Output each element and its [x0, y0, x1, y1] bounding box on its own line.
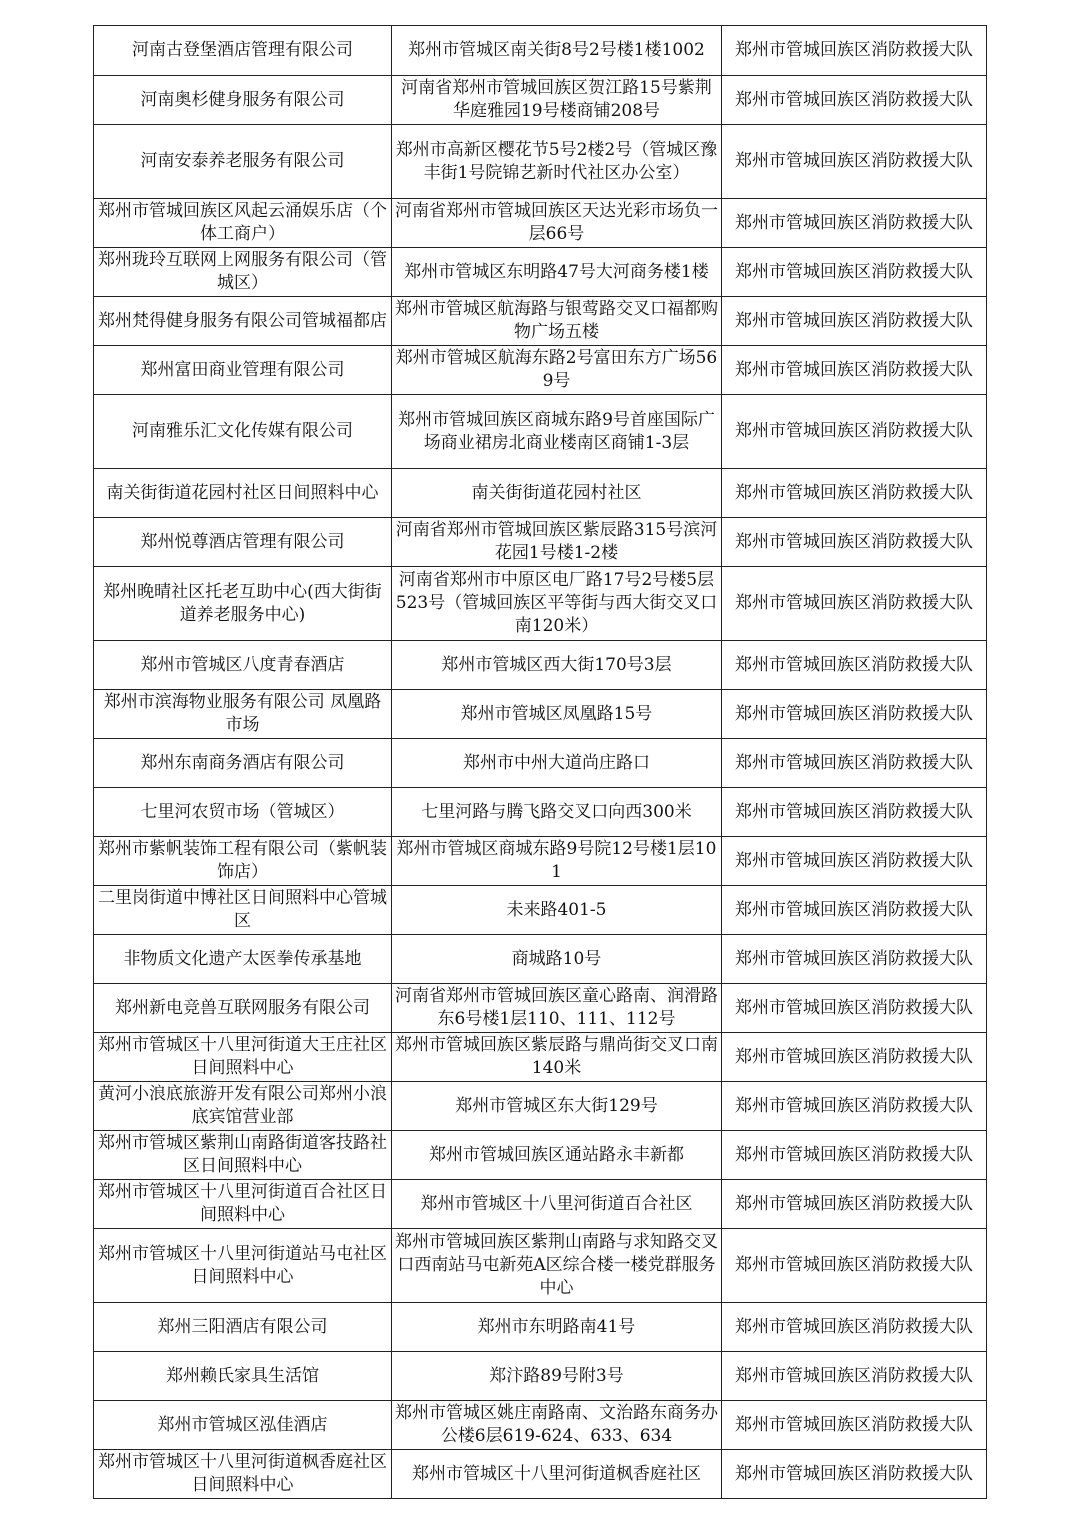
address-cell: 郑州市管城区十八里河街道枫香庭社区 — [392, 1450, 722, 1499]
table-row — [94, 346, 987, 395]
table-row — [94, 248, 987, 297]
unit-name-cell: 河南雅乐汇文化传媒有限公司 — [94, 395, 392, 469]
address-cell: 郑州市东明路南41号 — [392, 1303, 722, 1352]
address-cell: 河南省郑州市管城回族区天达光彩市场负一层66号 — [392, 199, 722, 248]
address-cell: 南关街街道花园村社区 — [392, 469, 722, 518]
authority-cell: 郑州市管城回族区消防救援大队 — [722, 248, 987, 297]
authority-cell: 郑州市管城回族区消防救援大队 — [722, 395, 987, 469]
table-row — [94, 1180, 987, 1229]
authority-cell: 郑州市管城回族区消防救援大队 — [722, 567, 987, 641]
unit-name-cell: 郑州市管城区八度青春酒店 — [94, 641, 392, 690]
table-row — [94, 1401, 987, 1450]
address-cell: 郑州市管城回族区紫荆山南路与求知路交叉口西南站马屯新苑A区综合楼一楼党群服务中心 — [392, 1229, 722, 1303]
authority-cell: 郑州市管城回族区消防救援大队 — [722, 76, 987, 125]
unit-name-cell: 河南安泰养老服务有限公司 — [94, 125, 392, 199]
address-cell: 郑州市管城回族区紫辰路与鼎尚街交叉口南140米 — [392, 1033, 722, 1082]
address-cell: 郑州市高新区樱花节5号2楼2号（管城区豫丰街1号院锦艺新时代社区办公室） — [392, 125, 722, 199]
authority-cell: 郑州市管城回族区消防救援大队 — [722, 1401, 987, 1450]
unit-name-cell: 郑州市管城区十八里河街道百合社区日间照料中心 — [94, 1180, 392, 1229]
address-cell: 郑汴路89号附3号 — [392, 1352, 722, 1401]
unit-name-cell: 郑州东南商务酒店有限公司 — [94, 739, 392, 788]
unit-name-cell: 郑州富田商业管理有限公司 — [94, 346, 392, 395]
address-cell: 七里河路与腾飞路交叉口向西300米 — [392, 788, 722, 837]
address-cell: 郑州市中州大道尚庄路口 — [392, 739, 722, 788]
unit-name-cell: 郑州市管城区泓佳酒店 — [94, 1401, 392, 1450]
table-row — [94, 788, 987, 837]
authority-cell: 郑州市管城回族区消防救援大队 — [722, 125, 987, 199]
table-row — [94, 26, 987, 76]
authority-cell: 郑州市管城回族区消防救援大队 — [722, 984, 987, 1033]
unit-name-cell: 郑州三阳酒店有限公司 — [94, 1303, 392, 1352]
authority-cell: 郑州市管城回族区消防救援大队 — [722, 1450, 987, 1499]
unit-name-cell: 郑州赖氏家具生活馆 — [94, 1352, 392, 1401]
unit-name-cell: 七里河农贸市场（管城区） — [94, 788, 392, 837]
unit-name-cell: 河南奥杉健身服务有限公司 — [94, 76, 392, 125]
authority-cell: 郑州市管城回族区消防救援大队 — [722, 297, 987, 346]
inspection-table — [93, 25, 987, 1499]
authority-cell: 郑州市管城回族区消防救援大队 — [722, 1082, 987, 1131]
unit-name-cell: 郑州市管城区十八里河街道枫香庭社区日间照料中心 — [94, 1450, 392, 1499]
unit-name-cell: 非物质文化遗产太医拳传承基地 — [94, 935, 392, 984]
unit-name-cell: 南关街街道花园村社区日间照料中心 — [94, 469, 392, 518]
unit-name-cell: 河南古登堡酒店管理有限公司 — [94, 26, 392, 76]
address-cell: 郑州市管城区商城东路9号院12号楼1层101 — [392, 837, 722, 886]
unit-name-cell: 郑州市管城区紫荆山南路街道客技路社区日间照料中心 — [94, 1131, 392, 1180]
table-row — [94, 739, 987, 788]
authority-cell: 郑州市管城回族区消防救援大队 — [722, 1229, 987, 1303]
unit-name-cell: 郑州新电竞兽互联网服务有限公司 — [94, 984, 392, 1033]
authority-cell: 郑州市管城回族区消防救援大队 — [722, 199, 987, 248]
table-row — [94, 886, 987, 935]
address-cell: 河南省郑州市管城回族区童心路南、润滑路东6号楼1层110、111、112号 — [392, 984, 722, 1033]
table-row — [94, 1131, 987, 1180]
table-row — [94, 1229, 987, 1303]
unit-name-cell: 郑州市紫帆装饰工程有限公司（紫帆装饰店） — [94, 837, 392, 886]
address-cell: 郑州市管城区南关街8号2号楼1楼1002 — [392, 26, 722, 76]
table-row — [94, 1352, 987, 1401]
unit-name-cell: 郑州悦尊酒店管理有限公司 — [94, 518, 392, 567]
authority-cell: 郑州市管城回族区消防救援大队 — [722, 518, 987, 567]
authority-cell: 郑州市管城回族区消防救援大队 — [722, 837, 987, 886]
authority-cell: 郑州市管城回族区消防救援大队 — [722, 1352, 987, 1401]
authority-cell: 郑州市管城回族区消防救援大队 — [722, 26, 987, 76]
table-row — [94, 518, 987, 567]
authority-cell: 郑州市管城回族区消防救援大队 — [722, 469, 987, 518]
table-row — [94, 690, 987, 739]
address-cell: 郑州市管城区十八里河街道百合社区 — [392, 1180, 722, 1229]
address-cell: 未来路401-5 — [392, 886, 722, 935]
address-cell: 河南省郑州市中原区电厂路17号2号楼5层523号（管城回族区平等街与西大街交叉口南120米） — [392, 567, 722, 641]
address-cell: 郑州市管城区凤凰路15号 — [392, 690, 722, 739]
authority-cell: 郑州市管城回族区消防救援大队 — [722, 641, 987, 690]
unit-name-cell: 黄河小浪底旅游开发有限公司郑州小浪底宾馆营业部 — [94, 1082, 392, 1131]
authority-cell: 郑州市管城回族区消防救援大队 — [722, 739, 987, 788]
table-row — [94, 837, 987, 886]
unit-name-cell: 郑州市滨海物业服务有限公司 凤凰路市场 — [94, 690, 392, 739]
table-row — [94, 567, 987, 641]
authority-cell: 郑州市管城回族区消防救援大队 — [722, 1303, 987, 1352]
authority-cell: 郑州市管城回族区消防救援大队 — [722, 1180, 987, 1229]
table-body — [94, 26, 987, 1499]
table-row — [94, 1033, 987, 1082]
unit-name-cell: 郑州市管城区十八里河街道站马屯社区日间照料中心 — [94, 1229, 392, 1303]
table-row — [94, 1450, 987, 1499]
address-cell: 商城路10号 — [392, 935, 722, 984]
table-row — [94, 469, 987, 518]
authority-cell: 郑州市管城回族区消防救援大队 — [722, 690, 987, 739]
address-cell: 郑州市管城区东大街129号 — [392, 1082, 722, 1131]
address-cell: 郑州市管城区西大街170号3层 — [392, 641, 722, 690]
unit-name-cell: 郑州晚晴社区托老互助中心(西大街街道养老服务中心) — [94, 567, 392, 641]
address-cell: 河南省郑州市管城回族区贺江路15号紫荆华庭雅园19号楼商铺208号 — [392, 76, 722, 125]
address-cell: 郑州市管城区航海东路2号富田东方广场569号 — [392, 346, 722, 395]
table-row — [94, 935, 987, 984]
table-row — [94, 76, 987, 125]
address-cell: 郑州市管城回族区商城东路9号首座国际广场商业裙房北商业楼南区商铺1-3层 — [392, 395, 722, 469]
table-row — [94, 641, 987, 690]
unit-name-cell: 郑州市管城区十八里河街道大王庄社区日间照料中心 — [94, 1033, 392, 1082]
address-cell: 郑州市管城区姚庄南路南、文治路东商务办公楼6层619-624、633、634 — [392, 1401, 722, 1450]
table-row — [94, 297, 987, 346]
table-row — [94, 199, 987, 248]
authority-cell: 郑州市管城回族区消防救援大队 — [722, 788, 987, 837]
address-cell: 郑州市管城区东明路47号大河商务楼1楼 — [392, 248, 722, 297]
table-row — [94, 1082, 987, 1131]
table-row — [94, 1303, 987, 1352]
address-cell: 河南省郑州市管城回族区紫辰路315号滨河花园1号楼1-2楼 — [392, 518, 722, 567]
authority-cell: 郑州市管城回族区消防救援大队 — [722, 1033, 987, 1082]
address-cell: 郑州市管城回族区通站路永丰新都 — [392, 1131, 722, 1180]
authority-cell: 郑州市管城回族区消防救援大队 — [722, 935, 987, 984]
unit-name-cell: 郑州珑玲互联网上网服务有限公司（管城区） — [94, 248, 392, 297]
unit-name-cell: 二里岗街道中博社区日间照料中心管城区 — [94, 886, 392, 935]
authority-cell: 郑州市管城回族区消防救援大队 — [722, 886, 987, 935]
unit-name-cell: 郑州市管城回族区风起云涌娱乐店（个体工商户） — [94, 199, 392, 248]
table-row — [94, 984, 987, 1033]
address-cell: 郑州市管城区航海路与银莺路交叉口福都购物广场五楼 — [392, 297, 722, 346]
table-row — [94, 125, 987, 199]
authority-cell: 郑州市管城回族区消防救援大队 — [722, 346, 987, 395]
table-row — [94, 395, 987, 469]
unit-name-cell: 郑州梵得健身服务有限公司管城福都店 — [94, 297, 392, 346]
authority-cell: 郑州市管城回族区消防救援大队 — [722, 1131, 987, 1180]
